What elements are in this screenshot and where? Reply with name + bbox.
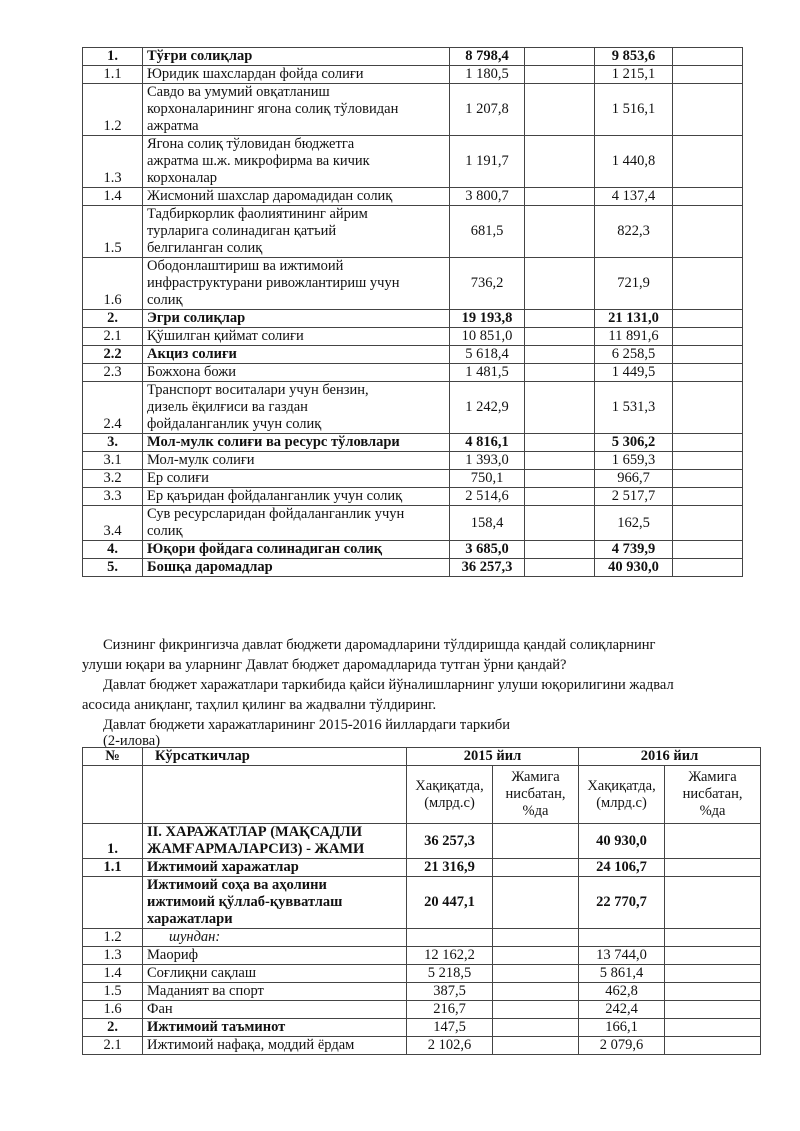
table-row: [83, 206, 743, 258]
row-number: 2.3: [83, 364, 143, 382]
empty-share-cell: [665, 965, 761, 983]
header-share-2015: [493, 766, 579, 824]
row-name: [143, 488, 450, 506]
header-share-line: Жамига: [511, 769, 560, 785]
row-name-line: Транспорт воситалари учун бензин,: [147, 382, 369, 398]
row-name-line: Ободонлаштириш ва ижтимоий: [147, 258, 344, 274]
value-year-1: 158,4: [450, 506, 525, 541]
header-actual-2015: [407, 766, 493, 824]
value-year-2: 2 079,6: [579, 1037, 665, 1055]
row-number: 1.5: [83, 206, 143, 258]
header-share-line: %да: [522, 803, 549, 819]
empty-share-cell: [493, 859, 579, 877]
row-name: [143, 206, 450, 258]
row-number: 3.2: [83, 470, 143, 488]
empty-share-cell: [525, 470, 595, 488]
row-number: 1.6: [83, 258, 143, 310]
value-year-1: 681,5: [450, 206, 525, 258]
value-year-1: 12 162,2: [407, 947, 493, 965]
row-name: [143, 859, 407, 877]
empty-share-cell: [525, 452, 595, 470]
row-name-line: Соғлиқни сақлаш: [147, 965, 256, 981]
empty-share-cell: [673, 48, 743, 66]
empty-share-cell: [525, 66, 595, 84]
row-number: 2.4: [83, 382, 143, 434]
row-name-line: Қўшилган қиймат солиғи: [147, 328, 304, 344]
empty-share-cell: [673, 364, 743, 382]
empty-share-cell: [673, 506, 743, 541]
table-caption: Давлат бюджети харажатларининг 2015-2016 йиллардаги таркиби: [103, 717, 511, 733]
value-year-2: 2 517,7: [595, 488, 673, 506]
table-row: [83, 136, 743, 188]
row-number: 1.2: [83, 929, 143, 947]
row-name: [143, 947, 407, 965]
table-row: [83, 1001, 761, 1019]
value-year-1: 1 180,5: [450, 66, 525, 84]
header-actual-line: Хақиқатда,: [587, 777, 656, 794]
empty-share-cell: [673, 434, 743, 452]
row-name: [143, 48, 450, 66]
header-empty-cell: [83, 766, 143, 824]
row-number: 1.6: [83, 1001, 143, 1019]
row-name: [143, 983, 407, 1001]
empty-share-cell: [665, 929, 761, 947]
empty-share-cell: [525, 506, 595, 541]
row-name: [143, 1001, 407, 1019]
table-row: [83, 1019, 761, 1037]
value-year-2: 1 449,5: [595, 364, 673, 382]
table-row: [83, 364, 743, 382]
value-year-1: 5 618,4: [450, 346, 525, 364]
table-row: [83, 541, 743, 559]
value-year-1: 1 191,7: [450, 136, 525, 188]
table-row: [83, 66, 743, 84]
row-name: [143, 965, 407, 983]
row-name-line: Ижтимоий таъминот: [147, 1019, 286, 1035]
empty-share-cell: [665, 1037, 761, 1055]
value-year-2: 5 861,4: [579, 965, 665, 983]
row-name: [143, 84, 450, 136]
row-number: [83, 877, 143, 929]
header-share-line: Жамига: [688, 769, 737, 785]
empty-share-cell: [673, 188, 743, 206]
row-name-line: Юридик шахслардан фойда солиғи: [147, 66, 364, 82]
row-name-line: Бошқа даромадлар: [147, 559, 273, 575]
header-actual-line: (млрд.с): [424, 794, 475, 811]
row-name: [143, 382, 450, 434]
row-name: [143, 470, 450, 488]
empty-share-cell: [525, 382, 595, 434]
row-name: [143, 258, 450, 310]
value-year-1: 3 685,0: [450, 541, 525, 559]
row-name: [143, 346, 450, 364]
row-name: [143, 452, 450, 470]
header-actual-2016: [579, 766, 665, 824]
empty-share-cell: [673, 328, 743, 346]
empty-share-cell: [525, 206, 595, 258]
empty-share-cell: [673, 346, 743, 364]
header-year-2016: 2016 йил: [579, 748, 761, 766]
task-paragraph-line-2: асосида аниқланг, таҳлил қилинг ва жадвални тўлдиринг.: [82, 697, 437, 713]
row-name-line: Божхона божи: [147, 364, 237, 380]
row-number: 2.1: [83, 328, 143, 346]
empty-share-cell: [525, 48, 595, 66]
table-row: [83, 188, 743, 206]
empty-share-cell: [525, 488, 595, 506]
table-row: [83, 258, 743, 310]
value-year-2: [579, 929, 665, 947]
row-name-line: ЖАМҒАРМАЛАРСИЗ) - ЖАМИ: [147, 841, 365, 857]
row-name-line: Мол-мулк солиғи: [147, 452, 255, 468]
row-name: [143, 364, 450, 382]
table-row: [83, 452, 743, 470]
table-row: [83, 506, 743, 541]
empty-share-cell: [673, 310, 743, 328]
row-name-line: Эгри солиқлар: [147, 310, 246, 326]
empty-share-cell: [525, 559, 595, 577]
header-share-2016: [665, 766, 761, 824]
row-name-line: корхоналарининг ягона солиқ тўловидан: [147, 101, 399, 117]
empty-share-cell: [525, 258, 595, 310]
value-year-1: 19 193,8: [450, 310, 525, 328]
empty-share-cell: [673, 488, 743, 506]
row-number: 3.1: [83, 452, 143, 470]
header-year-2015: 2015 йил: [407, 748, 579, 766]
row-number: 3.3: [83, 488, 143, 506]
row-name-line: Ер солиғи: [147, 470, 209, 486]
value-year-2: 13 744,0: [579, 947, 665, 965]
row-name-line: ижтимоий қўллаб-қувватлаш: [147, 894, 343, 910]
empty-share-cell: [665, 1019, 761, 1037]
row-name-line: II. ХАРАЖАТЛАР (МАҚСАДЛИ: [147, 824, 362, 840]
value-year-1: [407, 929, 493, 947]
question-paragraph-line-1: Сизнинг фикрингизча давлат бюджети даромадларини тўлдиришда қандай солиқларнинг: [103, 637, 656, 653]
row-name: [143, 328, 450, 346]
header-actual-line: (млрд.с): [596, 794, 647, 811]
row-name-line: Ижтимоий харажатлар: [147, 859, 299, 875]
row-name: [143, 434, 450, 452]
table-row: [83, 310, 743, 328]
value-year-2: 1 516,1: [595, 84, 673, 136]
row-name-line: Савдо ва умумий овқатланиш: [147, 84, 330, 100]
value-year-2: 1 531,3: [595, 382, 673, 434]
value-year-2: 4 137,4: [595, 188, 673, 206]
row-name-line: Ягона солиқ тўловидан бюджетга: [147, 136, 355, 152]
row-name-line: Тадбиркорлик фаолиятининг айрим: [147, 206, 368, 222]
expenditure-table: [82, 747, 761, 1055]
value-year-1: 10 851,0: [450, 328, 525, 346]
empty-share-cell: [525, 541, 595, 559]
row-number: 1.3: [83, 947, 143, 965]
row-name: [143, 541, 450, 559]
value-year-2: 5 306,2: [595, 434, 673, 452]
row-number: 1.5: [83, 983, 143, 1001]
value-year-2: 1 659,3: [595, 452, 673, 470]
row-name-line: турларига солинадиган қатъий: [147, 223, 337, 239]
row-name: [143, 1037, 407, 1055]
empty-share-cell: [493, 983, 579, 1001]
empty-share-cell: [673, 470, 743, 488]
empty-share-cell: [665, 877, 761, 929]
empty-share-cell: [673, 84, 743, 136]
row-number: 4.: [83, 541, 143, 559]
value-year-2: 162,5: [595, 506, 673, 541]
table-row: [83, 877, 761, 929]
row-name-line: Акциз солиғи: [147, 346, 237, 362]
value-year-2: 22 770,7: [579, 877, 665, 929]
row-name: [143, 559, 450, 577]
value-year-1: 36 257,3: [450, 559, 525, 577]
row-name-line: Ер қаъридан фойдаланганлик учун солиқ: [147, 488, 403, 504]
empty-share-cell: [673, 136, 743, 188]
table-row: [83, 859, 761, 877]
value-year-1: 387,5: [407, 983, 493, 1001]
empty-share-cell: [493, 877, 579, 929]
row-name-line: дизель ёқилғиси ва газдан: [147, 399, 308, 415]
row-number: 3.4: [83, 506, 143, 541]
value-year-1: 1 207,8: [450, 84, 525, 136]
value-year-1: 20 447,1: [407, 877, 493, 929]
empty-share-cell: [673, 258, 743, 310]
table-row: [83, 488, 743, 506]
table-row: [83, 824, 761, 859]
value-year-1: 8 798,4: [450, 48, 525, 66]
row-number: 1.1: [83, 859, 143, 877]
row-name: [143, 929, 407, 947]
empty-share-cell: [493, 1037, 579, 1055]
table-row: [83, 1037, 761, 1055]
table-row: [83, 983, 761, 1001]
value-year-2: 1 215,1: [595, 66, 673, 84]
value-year-1: 2 102,6: [407, 1037, 493, 1055]
value-year-2: 9 853,6: [595, 48, 673, 66]
row-number: 1.4: [83, 188, 143, 206]
value-year-2: 1 440,8: [595, 136, 673, 188]
row-number: 1.: [83, 48, 143, 66]
row-number: 5.: [83, 559, 143, 577]
row-number: 2.2: [83, 346, 143, 364]
row-number: 3.: [83, 434, 143, 452]
row-number: 2.1: [83, 1037, 143, 1055]
row-name-line: белгиланган солиқ: [147, 240, 263, 256]
value-year-1: 36 257,3: [407, 824, 493, 859]
question-paragraph-line-2: улуши юқари ва уларнинг Давлат бюджет даромадларида тутган ўрни қандай?: [82, 657, 567, 673]
empty-share-cell: [665, 1001, 761, 1019]
empty-share-cell: [673, 382, 743, 434]
value-year-2: 242,4: [579, 1001, 665, 1019]
row-name-line: ажратма: [147, 118, 199, 134]
row-name: [143, 66, 450, 84]
row-number: 2.: [83, 1019, 143, 1037]
value-year-1: 4 816,1: [450, 434, 525, 452]
value-year-1: 736,2: [450, 258, 525, 310]
row-name: [143, 188, 450, 206]
empty-share-cell: [525, 364, 595, 382]
value-year-1: 750,1: [450, 470, 525, 488]
value-year-2: 40 930,0: [595, 559, 673, 577]
value-year-2: 4 739,9: [595, 541, 673, 559]
empty-share-cell: [525, 188, 595, 206]
row-number: 1.4: [83, 965, 143, 983]
empty-share-cell: [665, 824, 761, 859]
row-number: 1.2: [83, 84, 143, 136]
row-name-line: Мол-мулк солиғи ва ресурс тўловлари: [147, 434, 400, 450]
row-number: 1.: [83, 824, 143, 859]
row-name-line: харажатлари: [147, 911, 233, 927]
value-year-1: 2 514,6: [450, 488, 525, 506]
value-year-1: 1 393,0: [450, 452, 525, 470]
empty-share-cell: [665, 859, 761, 877]
value-year-1: 1 481,5: [450, 364, 525, 382]
task-paragraph-line-1: Давлат бюджет харажатлари таркибида қайси йўналишларнинг улуши юқорилигини жадвал: [103, 677, 674, 693]
empty-share-cell: [493, 929, 579, 947]
row-name-line: Сув ресурсларидан фойдаланганлик учун: [147, 506, 405, 522]
row-number: 1.3: [83, 136, 143, 188]
table-row: [83, 965, 761, 983]
empty-share-cell: [665, 947, 761, 965]
row-name-line: корхоналар: [147, 170, 218, 186]
row-name-line: Ижтимоий нафақа, моддий ёрдам: [147, 1037, 355, 1053]
row-name: [143, 506, 450, 541]
value-year-1: 21 316,9: [407, 859, 493, 877]
value-year-2: 462,8: [579, 983, 665, 1001]
value-year-1: 5 218,5: [407, 965, 493, 983]
table-row: [83, 346, 743, 364]
empty-share-cell: [525, 328, 595, 346]
empty-share-cell: [493, 965, 579, 983]
value-year-2: 721,9: [595, 258, 673, 310]
row-name-line: солиқ: [147, 292, 183, 308]
row-name-line: Маориф: [147, 947, 198, 963]
row-name-line: Маданият ва спорт: [147, 983, 264, 999]
empty-share-cell: [525, 434, 595, 452]
value-year-2: 822,3: [595, 206, 673, 258]
row-name-line: солиқ: [147, 523, 183, 539]
row-name-line: Тўғри солиқлар: [147, 48, 253, 64]
value-year-1: 1 242,9: [450, 382, 525, 434]
table-row: [83, 84, 743, 136]
header-share-line: нисбатан,: [682, 786, 743, 802]
header-share-line: нисбатан,: [505, 786, 566, 802]
header-indicator: Кўрсаткичлар: [143, 748, 407, 766]
row-name-line: фойдаланганлик учун солиқ: [147, 416, 322, 432]
empty-share-cell: [493, 1019, 579, 1037]
row-name: [143, 877, 407, 929]
value-year-2: 966,7: [595, 470, 673, 488]
empty-share-cell: [493, 1001, 579, 1019]
empty-share-cell: [673, 559, 743, 577]
header-num: №: [83, 748, 143, 766]
table-row: [83, 382, 743, 434]
empty-share-cell: [525, 346, 595, 364]
empty-share-cell: [673, 66, 743, 84]
row-name-line: ажратма ш.ж. микрофирма ва кичик: [147, 153, 370, 169]
appendix-label: (2-илова): [103, 733, 161, 749]
table-row: [83, 328, 743, 346]
row-name: [143, 310, 450, 328]
row-number: 2.: [83, 310, 143, 328]
value-year-2: 11 891,6: [595, 328, 673, 346]
row-name: [143, 136, 450, 188]
empty-share-cell: [673, 206, 743, 258]
value-year-2: 166,1: [579, 1019, 665, 1037]
value-year-2: 6 258,5: [595, 346, 673, 364]
value-year-2: 40 930,0: [579, 824, 665, 859]
row-name: [143, 824, 407, 859]
table-row: [83, 929, 761, 947]
row-name-line: Жисмоний шахслар даромадидан солиқ: [147, 188, 393, 204]
empty-share-cell: [493, 947, 579, 965]
empty-share-cell: [673, 452, 743, 470]
table-row: [83, 947, 761, 965]
header-share-line: %да: [699, 803, 726, 819]
row-name-line: Юқори фойдага солинадиган солиқ: [147, 541, 383, 557]
empty-share-cell: [673, 541, 743, 559]
value-year-1: 3 800,7: [450, 188, 525, 206]
value-year-2: 24 106,7: [579, 859, 665, 877]
row-name-line: Фан: [147, 1001, 173, 1017]
empty-share-cell: [665, 983, 761, 1001]
row-name: [143, 1019, 407, 1037]
table-row: [83, 470, 743, 488]
row-name-line: инфраструктурани ривожлантириш учун: [147, 275, 400, 291]
header-empty-cell: [143, 766, 407, 824]
empty-share-cell: [525, 136, 595, 188]
empty-share-cell: [525, 310, 595, 328]
empty-share-cell: [493, 824, 579, 859]
table-row: [83, 559, 743, 577]
row-number: 1.1: [83, 66, 143, 84]
header-actual-line: Хақиқатда,: [415, 777, 484, 794]
table-row: [83, 48, 743, 66]
row-name-line: Ижтимоий соҳа ва аҳолини: [147, 877, 327, 893]
row-name-line: шундан:: [169, 929, 221, 945]
table-row: [83, 434, 743, 452]
value-year-2: 21 131,0: [595, 310, 673, 328]
value-year-1: 147,5: [407, 1019, 493, 1037]
empty-share-cell: [525, 84, 595, 136]
revenue-table: [82, 47, 743, 577]
value-year-1: 216,7: [407, 1001, 493, 1019]
